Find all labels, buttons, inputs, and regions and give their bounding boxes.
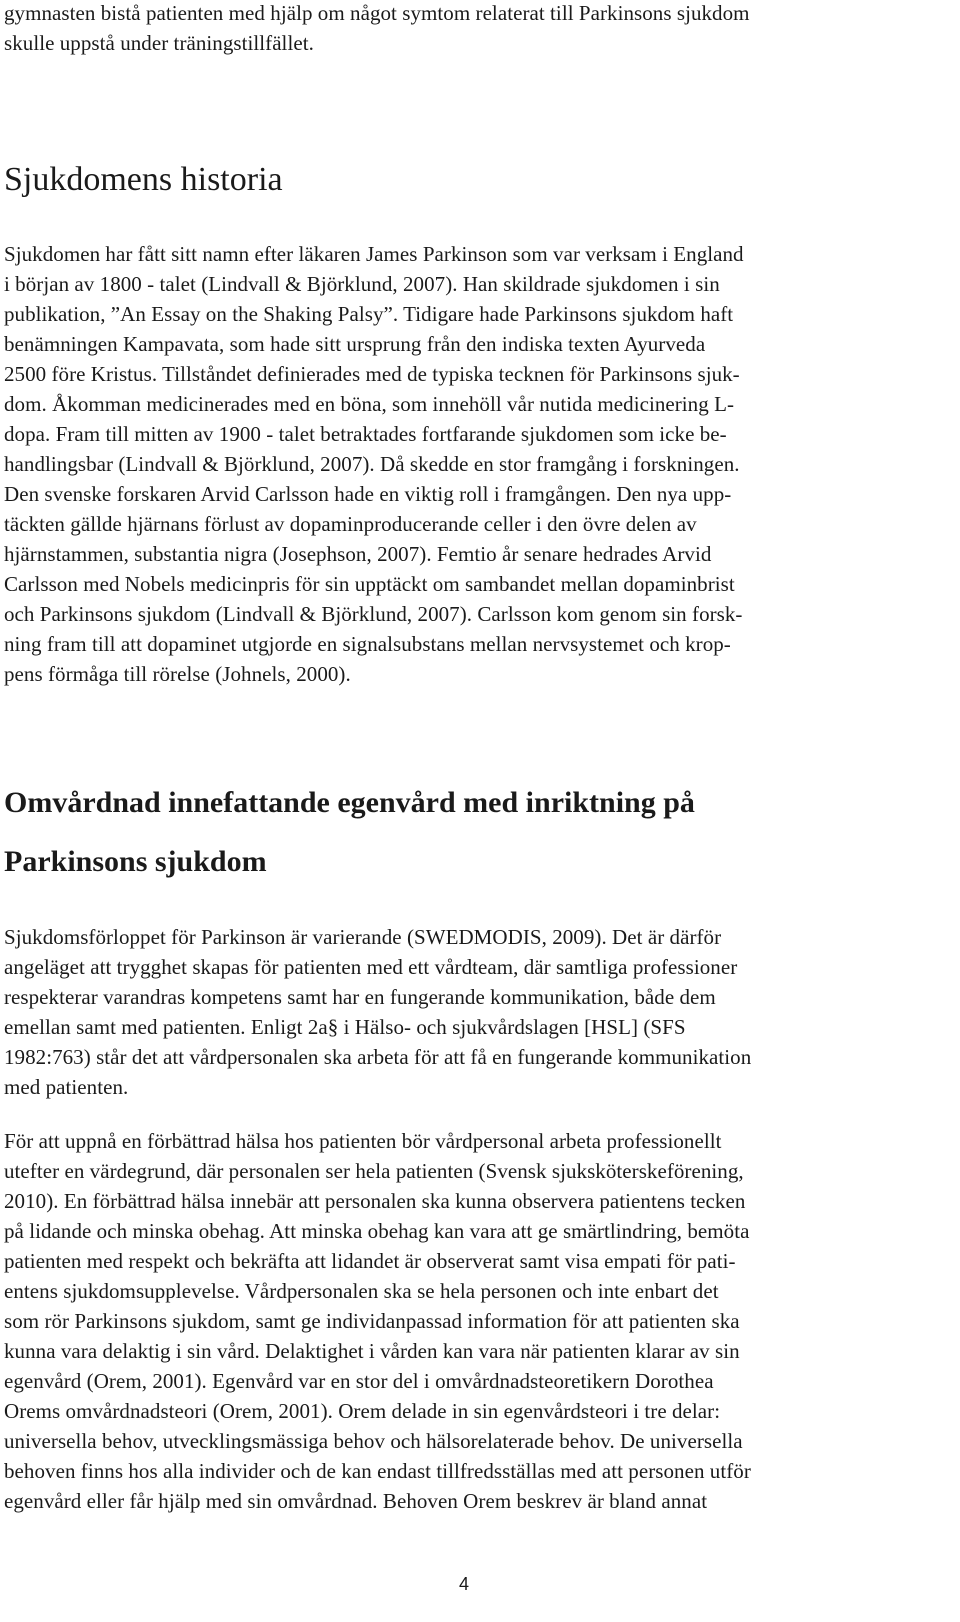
text-line: dom. Åkomman medicinerades med en böna, som innehöll vår nutida medicinering L-: [4, 392, 735, 416]
text-line: ning fram till att dopaminet utgjorde en signalsubstans mellan nervsystemet och krop-: [4, 632, 731, 656]
text-line: dopa. Fram till mitten av 1900 - talet betraktades fortfarande sjukdomen som icke be-: [4, 422, 727, 446]
text-line: handlingsbar (Lindvall & Björklund, 2007). Då skedde en stor framgång i forskningen.: [4, 452, 740, 476]
section-heading-care-line1: Omvårdnad innefattande egenvård med inriktning på: [4, 786, 695, 819]
text-line: och Parkinsons sjukdom (Lindvall & Björklund, 2007). Carlsson kom genom sin forsk-: [4, 602, 743, 626]
text-line: pens förmåga till rörelse (Johnels, 2000).: [4, 662, 351, 686]
care-paragraph-1: [4, 922, 924, 1102]
text-line: egenvård eller får hjälp med sin omvårdnad. Behoven Orem beskrev är bland annat: [4, 1489, 708, 1513]
text-line: publikation, ”An Essay on the Shaking Palsy”. Tidigare hade Parkinsons sjukdom haft: [4, 302, 734, 326]
text-line: 2500 före Kristus. Tillståndet definierades med de typiska tecknen för Parkinsons sjuk-: [4, 362, 740, 386]
intro-paragraph: [4, 0, 924, 58]
text-line: Carlsson med Nobels medicinpris för sin upptäckt om sambandet mellan dopaminbrist: [4, 572, 735, 596]
text-line: 2010). En förbättrad hälsa innebär att personalen ska kunna observera patientens tecken: [4, 1189, 746, 1213]
text-line: benämningen Kampavata, som hade sitt ursprung från den indiska texten Ayurveda: [4, 332, 706, 356]
text-line: som rör Parkinsons sjukdom, samt ge individanpassad information för att patienten ska: [4, 1309, 740, 1333]
section-heading-history: Sjukdomens historia: [4, 161, 283, 198]
text-line: 1982:763) står det att vårdpersonalen ska arbeta för att få en fungerande kommunikation: [4, 1045, 752, 1069]
text-line: För att uppnå en förbättrad hälsa hos patienten bör vårdpersonal arbeta professionellt: [4, 1129, 722, 1153]
text-line: Orems omvårdnadsteori (Orem, 2001). Orem delade in sin egenvårdsteori i tre delar:: [4, 1399, 721, 1423]
text-line: angeläget att trygghet skapas för patienten med ett vårdteam, där samtliga professioner: [4, 955, 738, 979]
text-line: kunna vara delaktig i sin vård. Delaktighet i vården kan vara när patienten klarar av sin: [4, 1339, 740, 1363]
history-paragraph: [4, 239, 924, 689]
text-line: patienten med respekt och bekräfta att lidandet är observerat samt visa empati för pati-: [4, 1249, 736, 1273]
text-line: på lidande och minska obehag. Att minska obehag kan vara att ge smärtlindring, bemöta: [4, 1219, 750, 1243]
text-line: täckten gällde hjärnans förlust av dopaminproducerande celler i den övre delen av: [4, 512, 697, 536]
text-line: egenvård (Orem, 2001). Egenvård var en stor del i omvårdnadsteoretikern Dorothea: [4, 1369, 714, 1393]
text-line: behoven finns hos alla individer och de kan endast tillfredsställas med att personen utför: [4, 1459, 751, 1483]
text-line: emellan samt med patienten. Enligt 2a§ i Hälso- och sjukvårdslagen [HSL] (SFS: [4, 1015, 686, 1039]
text-line: med patienten.: [4, 1075, 129, 1099]
care-paragraph-2: [4, 1126, 924, 1516]
text-line: entens sjukdomsupplevelse. Vårdpersonalen ska se hela personen och inte enbart det: [4, 1279, 719, 1303]
text-line: Sjukdomen har fått sitt namn efter läkaren James Parkinson som var verksam i England: [4, 242, 744, 266]
text-line: i början av 1800 - talet (Lindvall & Björklund, 2007). Han skildrade sjukdomen i sin: [4, 272, 720, 296]
text-line: utefter en värdegrund, där personalen ser hela patienten (Svensk sjuksköterskeförening,: [4, 1159, 744, 1183]
text-line: respekterar varandras kompetens samt har en fungerande kommunikation, både dem: [4, 985, 716, 1009]
text-line: gymnasten bistå patienten med hjälp om något symtom relaterat till Parkinsons sjukdom: [4, 1, 750, 25]
section-heading-care-line2: Parkinsons sjukdom: [4, 845, 267, 878]
text-line: universella behov, utvecklingsmässiga behov och hälsorelaterade behov. De universella: [4, 1429, 743, 1453]
text-line: Sjukdomsförloppet för Parkinson är varierande (SWEDMODIS, 2009). Det är därför: [4, 925, 722, 949]
text-line: skulle uppstå under träningstillfället.: [4, 31, 314, 55]
text-line: Den svenske forskaren Arvid Carlsson hade en viktig roll i framgången. Den nya upp-: [4, 482, 732, 506]
text-line: hjärnstammen, substantia nigra (Josephson, 2007). Femtio år senare hedrades Arvid: [4, 542, 712, 566]
page-number: 4: [458, 1574, 469, 1594]
